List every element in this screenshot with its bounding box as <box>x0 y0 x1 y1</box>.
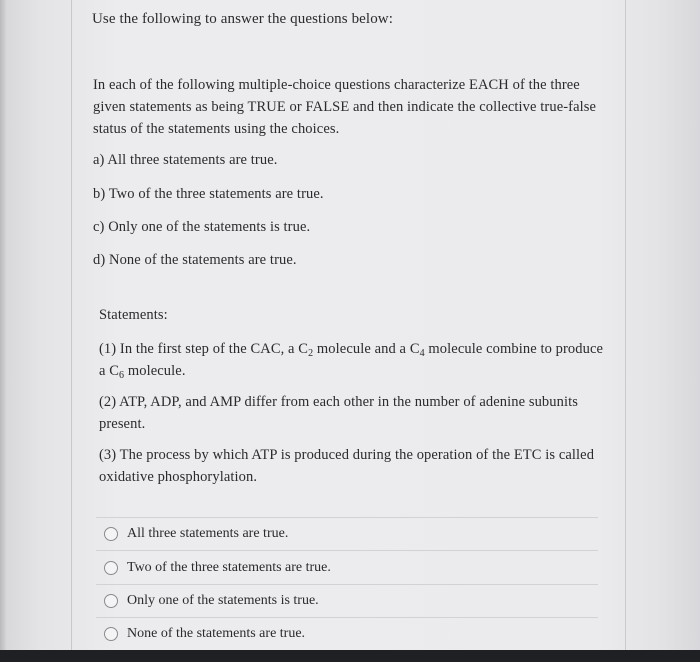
radio-button-icon[interactable] <box>104 627 118 641</box>
window-left-edge <box>0 0 6 650</box>
answer-option-label: None of the statements are true. <box>127 626 306 641</box>
statement-1-sub-4: 4 <box>419 348 425 359</box>
option-separator <box>96 584 598 585</box>
choice-b-text: b) Two of the three statements are true. <box>93 186 324 202</box>
statement-1 <box>99 338 609 382</box>
choice-d-text: d) None of the statements are true. <box>93 252 297 268</box>
option-separator <box>96 550 598 551</box>
statement-3: (3) The process by which ATP is produced during the operation of the ETC is called oxidative phosphorylation. <box>99 447 595 485</box>
statement-1-sub-2: 2 <box>308 348 314 359</box>
answer-option-label: Two of the three statements are true. <box>127 560 331 575</box>
answer-option-a[interactable] <box>104 523 288 545</box>
answer-option-d[interactable] <box>104 623 305 645</box>
choice-a-text: a) All three statements are true. <box>93 152 278 168</box>
statement-1-part-d: molecule. <box>124 363 186 379</box>
answer-option-label: All three statements are true. <box>127 526 289 541</box>
answer-option-b[interactable] <box>104 557 331 579</box>
page-left-border <box>71 0 72 650</box>
intro-paragraph: In each of the following multiple-choice questions characterize EACH of the three given statements as being TRUE or FALSE and then indicate the collective true-false status of the statements using the choices. <box>93 77 597 137</box>
instruction-text: Use the following to answer the questions below: <box>92 11 393 27</box>
statements-heading: Statements: <box>99 307 168 323</box>
option-separator <box>96 617 598 618</box>
statement-1-part-c: molecule combine to produce a C <box>99 341 604 379</box>
radio-button-icon[interactable] <box>104 527 118 541</box>
choice-c-text: c) Only one of the statements is true. <box>93 219 311 235</box>
statement-1-part-b: molecule and a C <box>313 341 420 357</box>
radio-button-icon[interactable] <box>104 561 118 575</box>
option-separator <box>96 517 598 518</box>
answer-option-label: Only one of the statements is true. <box>127 593 319 608</box>
page-right-border <box>625 0 626 650</box>
statement-1-sub-6: 6 <box>119 370 125 381</box>
answer-option-c[interactable] <box>104 590 319 612</box>
bottom-dark-bar <box>0 650 700 662</box>
statement-2: (2) ATP, ADP, and AMP differ from each other in the number of adenine subunits present. <box>99 394 578 432</box>
statement-1-part-a: (1) In the first step of the CAC, a C <box>99 341 309 357</box>
radio-button-icon[interactable] <box>104 594 118 608</box>
